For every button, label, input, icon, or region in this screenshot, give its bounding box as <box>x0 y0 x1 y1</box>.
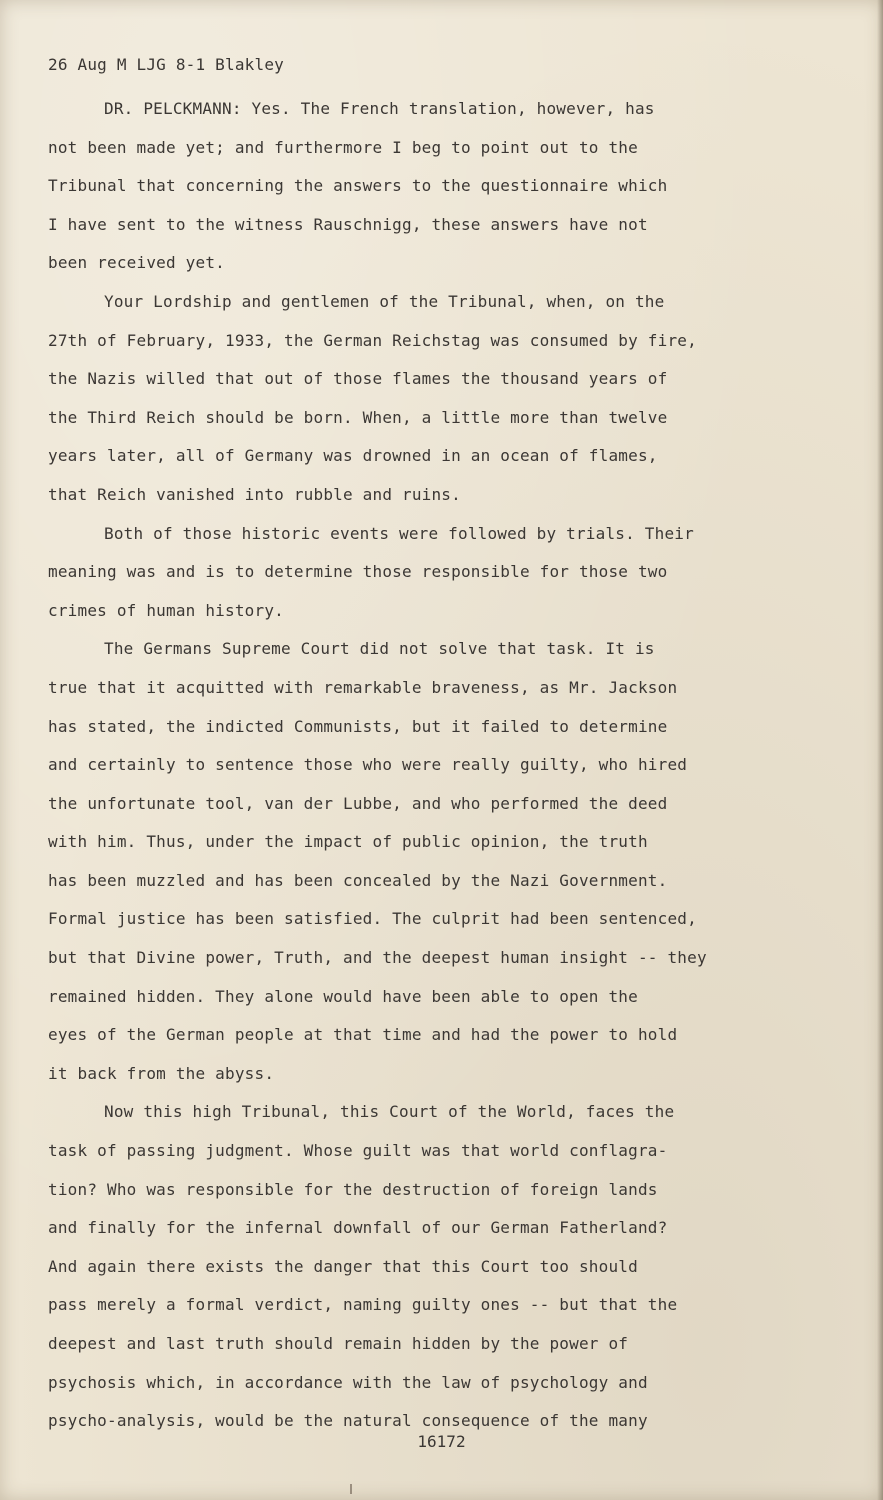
text-line: not been made yet; and furthermore I beg to point out to the <box>48 137 638 157</box>
text-line: tion? Who was responsible for the destruction of foreign lands <box>48 1179 658 1199</box>
text-line: crimes of human history. <box>48 600 284 620</box>
text-line: And again there exists the danger that this Court too should <box>48 1256 638 1276</box>
text-line: but that Divine power, Truth, and the deepest human insight -- they <box>48 948 707 968</box>
text-line: task of passing judgment. Whose guilt was that world conflagra- <box>48 1141 668 1161</box>
page-number: 16172 <box>417 1432 466 1451</box>
text-line: Now this high Tribunal, this Court of the World, faces the <box>104 1102 675 1122</box>
text-line: the Third Reich should be born. When, a little more than twelve <box>48 407 668 427</box>
text-line: the unfortunate tool, van der Lubbe, and who performed the deed <box>48 793 668 813</box>
text-line: I have sent to the witness Rauschnigg, these answers have not <box>48 214 648 234</box>
text-line: Tribunal that concerning the answers to the questionnaire which <box>48 176 668 196</box>
text-line: that Reich vanished into rubble and ruins. <box>48 484 461 504</box>
text-line: and certainly to sentence those who were really guilty, who hired <box>48 755 688 775</box>
text-line: been received yet. <box>48 253 225 273</box>
text-line: it back from the abyss. <box>48 1063 275 1083</box>
text-line: 27th of February, 1933, the German Reichstag was consumed by fire, <box>48 330 697 350</box>
text-line: true that it acquitted with remarkable braveness, as Mr. Jackson <box>48 677 678 697</box>
text-line: years later, all of Germany was drowned in an ocean of flames, <box>48 446 658 466</box>
page-edge-shadow <box>877 0 883 1500</box>
text-line: pass merely a formal verdict, naming guilty ones -- but that the <box>48 1295 678 1315</box>
text-line: meaning was and is to determine those responsible for those two <box>48 562 668 582</box>
typewritten-text <box>48 52 838 1441</box>
text-line: with him. Thus, under the impact of public opinion, the truth <box>48 832 648 852</box>
text-line: the Nazis willed that out of those flames the thousand years of <box>48 369 668 389</box>
text-line: deepest and last truth should remain hidden by the power of <box>48 1334 629 1353</box>
text-line: Formal justice has been satisfied. The culprit had been sentenced, <box>48 909 697 929</box>
text-line: The Germans Supreme Court did not solve that task. It is <box>104 639 655 659</box>
text-line: eyes of the German people at that time and had the power to hold <box>48 1025 678 1045</box>
text-line: psychosis which, in accordance with the law of psychology and <box>48 1372 648 1392</box>
text-line: remained hidden. They alone would have been able to open the <box>48 986 638 1006</box>
page-header: 26 Aug M LJG 8-1 Blakley <box>48 55 284 74</box>
text-line: has been muzzled and has been concealed by the Nazi Government. <box>48 870 668 890</box>
text-line: has stated, the indicted Communists, but it failed to determine <box>48 716 668 736</box>
text-line: psycho-analysis, would be the natural consequence of the many <box>48 1411 648 1431</box>
text-line: Both of those historic events were followed by trials. Their <box>104 523 694 543</box>
text-line: DR. PELCKMANN: Yes. The French translation, however, has <box>104 99 655 118</box>
text-line: Your Lordship and gentlemen of the Tribunal, when, on the <box>104 291 665 311</box>
text-line: and finally for the infernal downfall of our German Fatherland? <box>48 1218 668 1238</box>
paper-mark <box>350 1484 352 1494</box>
